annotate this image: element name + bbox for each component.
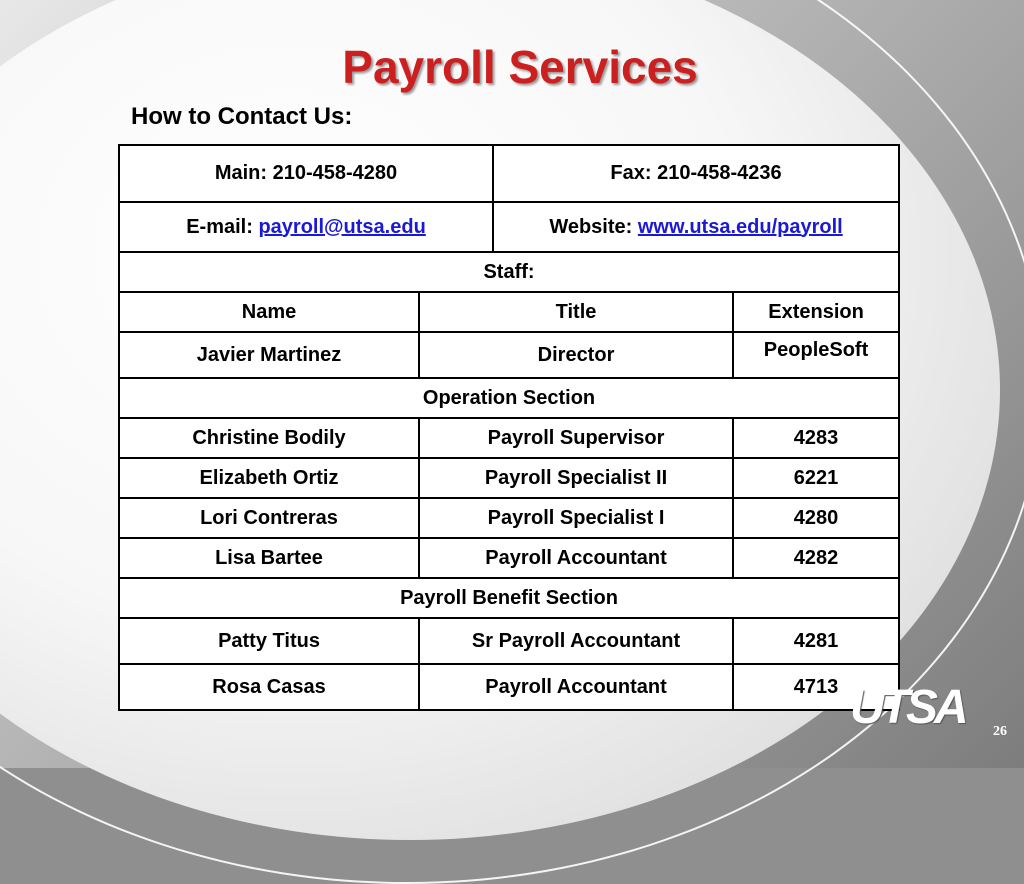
table-row <box>119 332 899 378</box>
section-name: Payroll Benefit Section <box>119 578 899 618</box>
website-label: Website: <box>549 215 638 238</box>
table-row <box>119 252 899 292</box>
email-label: E-mail: <box>186 215 259 238</box>
staff-extension: 4713 <box>733 664 899 710</box>
slide-subtitle: How to Contact Us: <box>131 103 353 130</box>
table-row <box>119 664 899 710</box>
staff-name: Javier Martinez <box>119 332 419 378</box>
table-row <box>119 458 899 498</box>
website-cell <box>493 202 899 252</box>
utsa-logo: UTSA <box>850 681 965 734</box>
table-row <box>119 145 899 202</box>
contact-table <box>118 144 900 711</box>
staff-title: Payroll Accountant <box>419 538 733 578</box>
section-header-row <box>119 578 899 618</box>
section-name: Operation Section <box>119 378 899 418</box>
staff-label: Staff: <box>119 252 899 292</box>
table-row <box>119 202 899 252</box>
staff-title: Sr Payroll Accountant <box>419 618 733 664</box>
staff-name: Lisa Bartee <box>119 538 419 578</box>
section-header-row <box>119 378 899 418</box>
staff-extension: 4283 <box>733 418 899 458</box>
website-link[interactable]: www.utsa.edu/payroll <box>637 215 843 238</box>
slide-title: Payroll Services <box>342 41 698 93</box>
main-phone: Main: 210-458-4280 <box>119 145 493 202</box>
email-link[interactable]: payroll@utsa.edu <box>258 215 426 238</box>
staff-title: Payroll Specialist II <box>419 458 733 498</box>
staff-title: Payroll Accountant <box>419 664 733 710</box>
table-row <box>119 418 899 458</box>
staff-name: Rosa Casas <box>119 664 419 710</box>
staff-extension: 4282 <box>733 538 899 578</box>
staff-name: Christine Bodily <box>119 418 419 458</box>
table-header-row <box>119 292 899 332</box>
staff-title: Payroll Specialist I <box>419 498 733 538</box>
staff-extension: PeopleSoft <box>733 332 899 378</box>
staff-name: Patty Titus <box>119 618 419 664</box>
header-name: Name <box>119 292 419 332</box>
email-cell <box>119 202 493 252</box>
staff-title: Director <box>419 332 733 378</box>
staff-name: Lori Contreras <box>119 498 419 538</box>
staff-title: Payroll Supervisor <box>419 418 733 458</box>
header-extension: Extension <box>733 292 899 332</box>
staff-extension: 4281 <box>733 618 899 664</box>
header-title: Title <box>419 292 733 332</box>
fax-number: Fax: 210-458-4236 <box>493 145 899 202</box>
table-row <box>119 498 899 538</box>
table-row <box>119 618 899 664</box>
table-row <box>119 538 899 578</box>
staff-name: Elizabeth Ortiz <box>119 458 419 498</box>
staff-extension: 6221 <box>733 458 899 498</box>
page-number: 26 <box>993 724 1007 739</box>
staff-extension: 4280 <box>733 498 899 538</box>
